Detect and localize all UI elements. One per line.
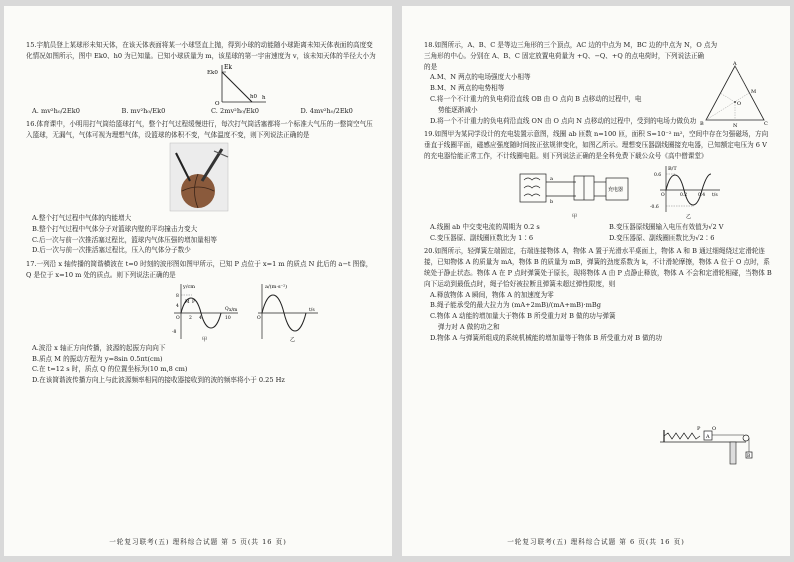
q18-label-o: O bbox=[737, 101, 742, 107]
q20-stem: 20.如图所示，轻弹簧左端固定，右端连接物体 A，物体 A 置于光滑水平桌面上，物体 A 和 B 通过细绳绕过定滑轮连接，已知物体 A 的质量为 mA，物体 B 的质量为 mB，弹簧的劲度系数为 k，不计滑轮摩擦，物体 A 位于 O 点时，系统处于静止状态。物体 A 在 P 点时弹簧处于原长，现将物体 A 由 P 点静止释放，物体 A 不会和定滑轮相碰，当物体 B 向下运动到最低点时，绳子恰好被拉断且弹簧未超过弹性限度，则 bbox=[424, 247, 772, 288]
q16-option-b[interactable]: B.整个打气过程中气体分子对篮球内壁的平均撞击力变大 bbox=[32, 224, 198, 233]
q18-stem-line-1: 18.如图所示，A、B、C 是等边三角形的三个顶点，AC 边的中点为 M，BC 边的中点为 N，O 点为 bbox=[424, 41, 718, 49]
q19-fig2-origin: O bbox=[661, 192, 665, 198]
q15-xlabel: h bbox=[262, 94, 266, 101]
q18-option-d[interactable]: D.将一个不计重力的负电荷沿直线 ON 由 O 点向 N 点移动的过程中，受到的电场力做负功 bbox=[430, 116, 697, 125]
q17-stem: 17.一列沿 x 轴传播的简谐横波在 t=0 时刻的波形图如图甲所示，已知 P 点位于 x=1 m 的质点 N 此后的 a−t 图像，Q 是位于 x=10 m 处的质点。则下列说法正确的是 bbox=[26, 260, 373, 279]
q17-fig1-tick-10: 10 bbox=[225, 315, 231, 321]
q19-fig2-xlabel: t/s bbox=[712, 192, 718, 198]
q18-option-a[interactable]: A.M、N 两点的电场强度大小相等 bbox=[430, 73, 531, 82]
q15-option-b[interactable]: B. mv²h₀/Ek0 bbox=[121, 106, 166, 115]
q17-fig2-xlabel: t/s bbox=[309, 307, 315, 313]
q15-ylabel: Ek bbox=[224, 63, 233, 71]
q17-point-q: Q bbox=[225, 306, 229, 312]
q17-fig1-ymid: 4 bbox=[176, 303, 179, 309]
q18-option-c[interactable]: C.将一个不计重力的负电荷沿直线 OB 由 O 点向 B 点移动的过程中，电 bbox=[430, 94, 642, 103]
q18-triangle-figure bbox=[700, 60, 770, 130]
q20-label-b: B bbox=[747, 454, 751, 459]
q17-fig1-ylabel: y/cm bbox=[183, 283, 196, 290]
q16-option-c[interactable]: C.后一次与前一次推活塞过程比，篮球内气体压强的增加量相等 bbox=[32, 235, 217, 244]
q20-option-b[interactable]: B.绳子能承受的最大拉力为 (mA+2mB)/(mA+mB)·mBg bbox=[430, 301, 601, 310]
q18-label-b: B bbox=[700, 121, 704, 127]
q19-label-a: a bbox=[550, 175, 553, 182]
q17-wave-figures bbox=[26, 281, 376, 343]
q20-label-a: A bbox=[706, 434, 710, 440]
q19-fig1-caption: 甲 bbox=[572, 213, 578, 220]
q17-fig1-tick-2: 2 bbox=[189, 315, 192, 321]
q19-fig2-caption: 乙 bbox=[686, 213, 692, 220]
q19-stem: 19.如图甲为某同学设计的充电装置示意图，线圈 ab 匝数 n=100 匝，面积 S=10⁻² m²，空间中存在匀强磁场，方向垂直于线圈平面，磁感应强度随时间按正弦规律变化，如图乙所示。理想变压器副线圈接充电器，已知额定电压为 6 V 的充电器恰能正常工作，不计线圈电阻。则下列说法正确的是全科免费下载公众号《高中僧课堂》 bbox=[424, 130, 769, 160]
q15-options bbox=[26, 106, 376, 117]
q16-stem: 16.体育课中，小明用打气筒给篮球打气，整个打气过程缓慢进行，每次打气筒活塞都将一个标准大气压的一整筒空气压入篮球，无漏气，气体可视为理想气体，设篮球的体积不变，气体温度不变，则下列说法正确的是 bbox=[26, 120, 373, 140]
q20-option-c-continued: 弹力对 A 做的功之和 bbox=[438, 322, 500, 331]
q19-charger-label: 充电器 bbox=[608, 186, 624, 193]
q15-option-d[interactable]: D. 4mv²h₀/2Ek0 bbox=[300, 106, 353, 115]
q18-label-a: A bbox=[733, 61, 737, 67]
q19-fig2-tick-0-2: 0.2 bbox=[680, 192, 688, 198]
q20-label-p: P bbox=[697, 426, 701, 432]
q15-energy-height-graph bbox=[26, 62, 376, 106]
q17-option-a[interactable]: A.波沿 x 轴正方向传播，波源的起振方向向下 bbox=[32, 343, 166, 352]
q19-charger-figures bbox=[424, 162, 774, 222]
q19-option-b[interactable]: B.变压器原线圈输入电压有效值为√2 V bbox=[609, 222, 724, 231]
q18-label-m: M bbox=[751, 89, 757, 95]
q15-option-a[interactable]: A. mv²h₀/2Ek0 bbox=[32, 106, 80, 115]
q15-xtick: h0 bbox=[250, 93, 258, 100]
q17-fig1-ybot: -8 bbox=[172, 329, 177, 335]
q19-option-d[interactable]: D.变压器原、副线圈匝数比为√2∶6 bbox=[609, 233, 715, 242]
q19-fig2-tick-0-4: 0.4 bbox=[698, 192, 706, 198]
q17-fig1-tick-4: 4 bbox=[199, 315, 202, 321]
q15-ytick: Ek0 bbox=[207, 69, 218, 76]
q17-fig2-origin: O bbox=[257, 315, 261, 321]
q19-fig2-ymax: 0.6 bbox=[654, 172, 662, 178]
q18-label-c: C bbox=[764, 121, 768, 127]
exam-page-6 bbox=[402, 6, 790, 556]
q20-option-d[interactable]: D.物体 A 与弹簧所组成的系统机械能的增加量等于物体 B 所受重力对 B 做的功 bbox=[430, 333, 662, 342]
q19-options-row-1 bbox=[424, 222, 774, 233]
q19-fig2-ylabel: B/T bbox=[668, 165, 677, 172]
page-6-footer: 一轮复习联考(五) 理科综合试题 第 6 页(共 16 页) bbox=[507, 538, 685, 547]
q19-fig2-ymin: -0.6 bbox=[650, 204, 659, 210]
q20-option-a[interactable]: A.释放物体 A 瞬间，物体 A 的加速度为零 bbox=[430, 290, 554, 299]
q16-basketball-pump-photo bbox=[26, 141, 376, 213]
page-5-footer: 一轮复习联考(五) 理科综合试题 第 5 页(共 16 页) bbox=[109, 538, 287, 547]
q17-fig1-ytop: 8 bbox=[176, 293, 179, 299]
q15-origin: O bbox=[215, 100, 220, 106]
q18-label-n: N bbox=[733, 123, 738, 129]
q19-option-a[interactable]: A.线圈 ab 中交变电流的周期为 0.2 s bbox=[430, 222, 540, 231]
q15-option-c[interactable]: C. 2mv²h₀/Ek0 bbox=[211, 106, 259, 115]
q17-option-b[interactable]: B.质点 M 的振动方程为 y=8sin 0.5πt(cm) bbox=[32, 354, 163, 363]
q17-fig1-xlabel: x/m bbox=[229, 307, 238, 313]
q18-stem-line-2: 三角形的中心。分别在 A、B、C 固定放置电荷量为 +Q、−Q、+Q 的点电荷时，下列说法正确 bbox=[424, 51, 705, 60]
q17-point-p: P bbox=[192, 299, 196, 305]
q18-stem-line-3: 的是 bbox=[424, 62, 438, 71]
q19-option-c[interactable]: C.变压器原、副线圈匝数比为 1∶6 bbox=[430, 233, 534, 242]
q18-option-b[interactable]: B.M、N 两点的电势相等 bbox=[430, 84, 505, 93]
q19-options-row-2 bbox=[424, 233, 774, 244]
q17-point-m: M bbox=[185, 299, 190, 305]
q20-label-o: O bbox=[712, 426, 717, 432]
q17-fig1-origin: O bbox=[176, 315, 180, 321]
q20-option-c[interactable]: C.物体 A 动能的增加量大于物体 B 所受重力对 B 做的功与弹簧 bbox=[430, 312, 616, 321]
q16-option-a[interactable]: A.整个打气过程中气体的内能增大 bbox=[32, 213, 132, 222]
q17-option-d[interactable]: D.在该简谐波传播方向上与此波源频率相同的接收器接收到的波的频率将小于 0.25 Hz bbox=[32, 376, 285, 385]
q17-fig2-caption: 乙 bbox=[290, 336, 296, 343]
q17-option-c[interactable]: C.在 t=12 s 时，质点 Q 的位置坐标为(10 m,8 cm) bbox=[32, 365, 188, 374]
q20-spring-pulley-figure bbox=[660, 424, 770, 466]
q16-option-d[interactable]: D.后一次与前一次推活塞过程比，压入的气体分子数少 bbox=[32, 246, 191, 255]
q19-label-b: b bbox=[550, 198, 554, 205]
q17-fig1-caption: 甲 bbox=[202, 336, 208, 343]
q17-fig2-ylabel: a/(m·s⁻²) bbox=[265, 283, 288, 290]
exam-page-5 bbox=[4, 6, 392, 556]
q18-option-c-continued: 势能逐渐减小 bbox=[438, 105, 478, 114]
q15-stem: 15.宇航员登上某球形未知天体，在该天体表面将某一小球竖直上抛，得到小球的动能随小球距离未知天体表面的高度变化情况如图所示，图中 Ek0、h0 为已知量。已知小球质量为 m，该星球的第一宇宙速度为 v，该未知天体的半径大小为 bbox=[26, 41, 376, 60]
